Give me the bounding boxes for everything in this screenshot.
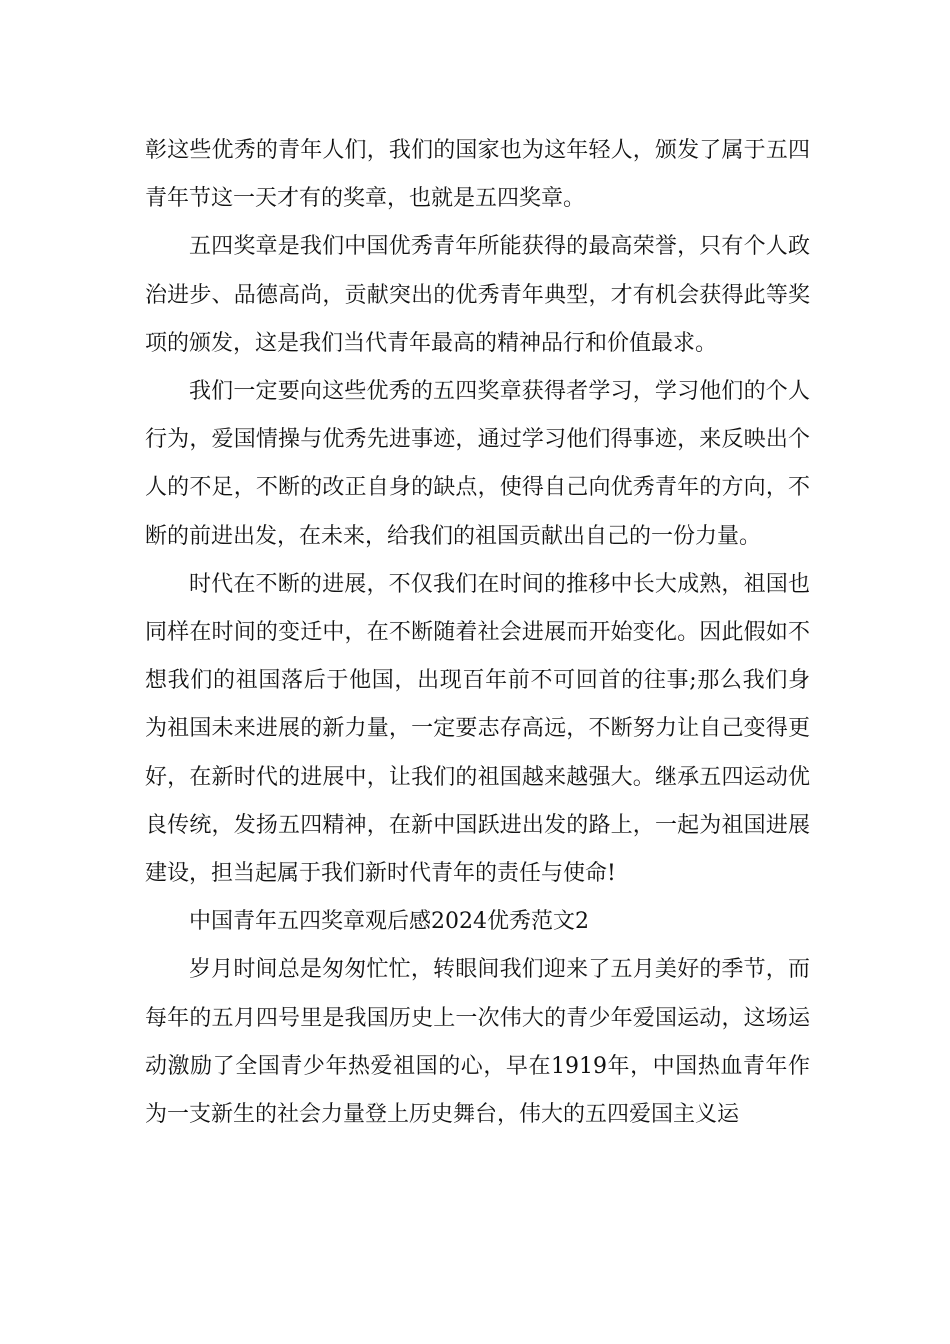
paragraph-continued: 彰这些优秀的青年人们，我们的国家也为这年轻人，颁发了属于五四青年节这一天才有的奖章，也就是五四奖章。 bbox=[145, 138, 810, 212]
paragraph-wusi-medal-honor: 五四奖章是我们中国优秀青年所能获得的最高荣誉，只有个人政治进步、品德高尚，贡献突出的优秀青年典型，才有机会获得此等奖项的颁发，这是我们当代青年最高的精神品行和价值最求。 bbox=[145, 234, 810, 356]
paragraph-learn-from-winners: 我们一定要向这些优秀的五四奖章获得者学习，学习他们的个人行为，爱国情操与优秀先进事迹，通过学习他们得事迹，来反映出个人的不足，不断的改正自身的缺点，使得自己向优秀青年的方向，不断的前进出发，在未来，给我们的祖国贡献出自己的一份力量。 bbox=[145, 379, 810, 549]
paragraph-may-season: 岁月时间总是匆匆忙忙，转眼间我们迎来了五月美好的季节，而每年的五月四号里是我国历史上一次伟大的青少年爱国运动，这场运动激励了全国青少年热爱祖国的心，早在1919年，中国热血青年作为一支新生的社会力量登上历史舞台，伟大的五四爱国主义运 bbox=[145, 957, 810, 1128]
paragraph-era-progress: 时代在不断的进展，不仅我们在时间的推移中长大成熟，祖国也同样在时间的变迁中，在不断随着社会进展而开始变化。因此假如不想我们的祖国落后于他国，出现百年前不可回首的往事;那么我们身为祖国未来进展的新力量，一定要志存高远，不断努力让自己变得更好，在新时代的进展中，让我们的祖国越来越强大。继承五四运动优良传统，发扬五四精神，在新中国跃进出发的路上，一起为祖国进展建设，担当起属于我们新时代青年的责任与使命! bbox=[145, 571, 810, 887]
section-heading: 中国青年五四奖章观后感2024优秀范文2 bbox=[189, 909, 589, 935]
document-body bbox=[145, 127, 810, 1139]
